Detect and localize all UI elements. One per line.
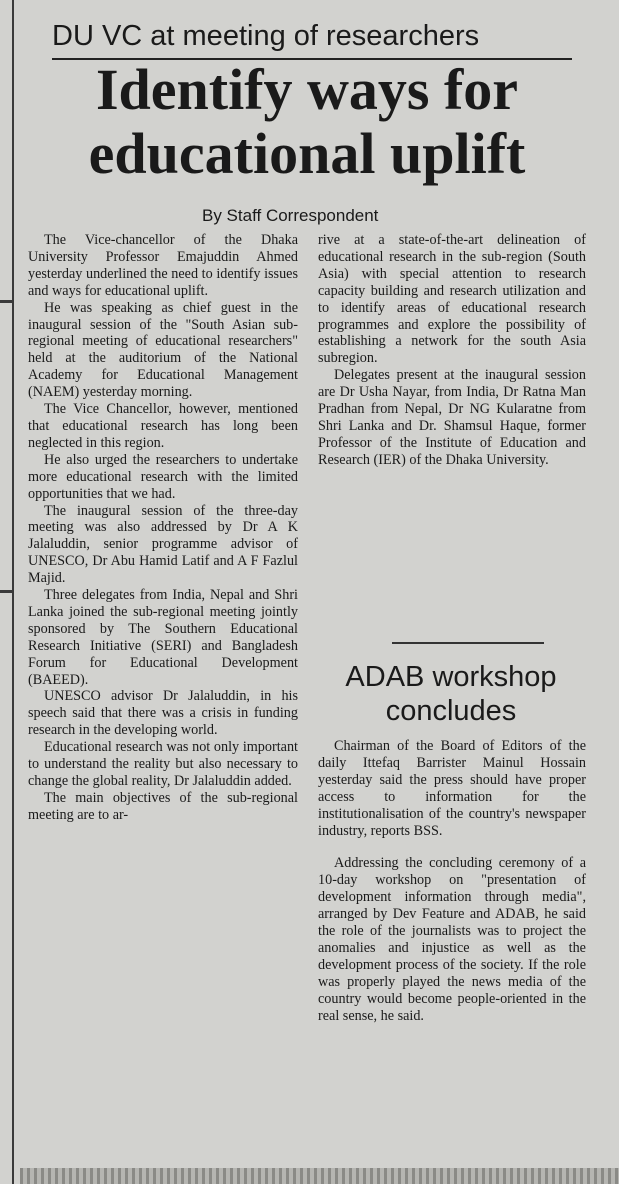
- article-paragraph: Educational research was not only important to understand the reality but also necessary to change the global reality, Dr Jalaluddin added.: [28, 739, 298, 789]
- article-paragraph: The inaugural session of the three-day meeting was also addressed by Dr A K Jalaluddin, senior programme advisor of UNESCO, Dr Abu Hamid Latif and A F Fazlul Majid.: [28, 502, 298, 587]
- main-headline: Identify ways for educational uplift: [88, 57, 526, 186]
- article-paragraph: The Vice Chancellor, however, mentioned that educational research has long been neglected in this region.: [28, 401, 298, 451]
- article-paragraph: Three delegates from India, Nepal and Shri Lanka joined the sub-regional meeting jointly sponsored by The Southern Educational Research Initiative (SERI) and Bangladesh Forum for Educational Development (BAEED).: [28, 587, 298, 688]
- article-paragraph: Chairman of the Board of Editors of the daily Ittefaq Barrister Mainul Hossain yesterday said the press should have proper access to information for the institutionalisation of the country's newspaper industry, reports BSS.: [318, 738, 586, 839]
- second-article-headline: ADAB workshop concludes: [345, 661, 557, 727]
- article-paragraph: The main objectives of the sub-regional meeting are to ar-: [28, 789, 298, 823]
- article-paragraph: rive at a state-of-the-art delineation of educational research in the sub-region (South Asia) with special attention to research capacity building and research utilization and to identify areas of educational research programmes and explore the possibility of establishing a network for the south Asia subregion.: [318, 232, 586, 367]
- article-column-right: [318, 232, 586, 469]
- byline: By Staff Correspondent: [202, 206, 379, 225]
- rule-tick: [0, 300, 14, 303]
- article-paragraph: Addressing the concluding ceremony of a 10-day workshop on "presentation of development information through media", arranged by Dev Feature and ADAB, he said the role of the journalists was to project the anomalies and injustice as well as the development process of the society. If the role was properly played the news media of the country would become people-oriented in the real sense, he said.: [318, 855, 586, 1024]
- article-column-left: [28, 232, 298, 824]
- article-paragraph: Delegates present at the inaugural session are Dr Usha Nayar, from India, Dr Ratna Man Pradhan from Nepal, Dr NG Kularatne from Shri Lanka and Dr. Shamsul Haque, former Professor of the Institute of Education and Research (IER) of the Dhaka University.: [318, 367, 586, 468]
- rule-tick: [0, 590, 14, 593]
- bottom-edge: [20, 1168, 619, 1184]
- article-paragraph: He was speaking as chief guest in the inaugural session of the "South Asian sub-regional meeting of educational researchers" held at the auditorium of the National Academy for Educational Management (NAEM) yesterday morning.: [28, 299, 298, 401]
- kicker-headline: DU VC at meeting of researchers: [52, 14, 572, 60]
- article-paragraph: UNESCO advisor Dr Jalaluddin, in his speech said that there was a crisis in funding research in the developing world.: [28, 688, 298, 739]
- article-paragraph: He also urged the researchers to undertake more educational research with the limited opportunities that we had.: [28, 451, 298, 502]
- article-paragraph: The Vice-chancellor of the Dhaka University Professor Emajuddin Ahmed yesterday underlined the need to identify issues and ways for educational uplift.: [28, 232, 298, 299]
- second-article-body: [318, 738, 586, 1025]
- article-divider: [392, 642, 544, 644]
